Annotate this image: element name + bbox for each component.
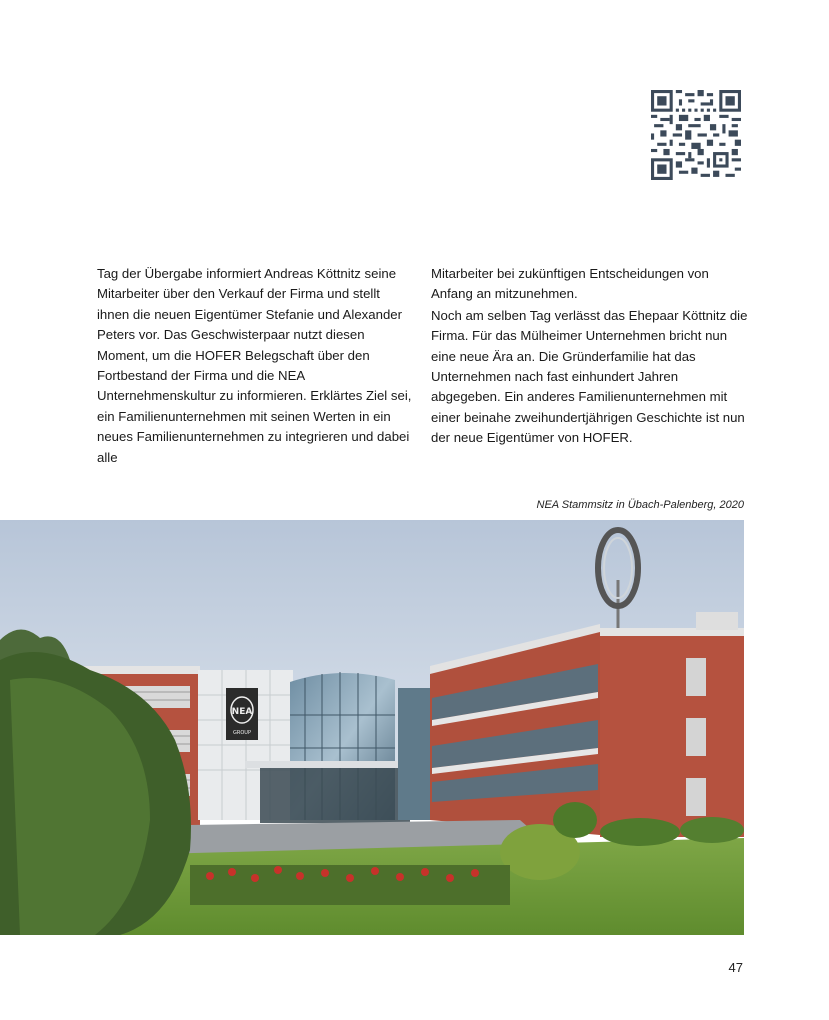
page-number: 47 xyxy=(728,960,743,975)
nea-sign-text: NEA xyxy=(231,707,253,717)
body-paragraph: Mitarbeiter bei zukünftigen Entscheidungen von Anfang an mitzunehmen. xyxy=(431,266,709,302)
body-paragraph: Noch am selben Tag verlässt das Ehepaar Köttnitz die Firma. Für das Mülheimer Unternehmen bricht nun eine neue Ära an. Die Gründerfamilie hat das Unternehmen nach fast einhundert Jahren abgegeben. Ein anderes Familienunternehmen mit einer beinahe zweihundertjährigen Geschichte ist nun der neue Eigentümer von HOFER. xyxy=(431,307,748,446)
photo-caption: NEA Stammsitz in Übach-Palenberg, 2020 xyxy=(536,499,744,511)
body-paragraph: Tag der Übergabe informiert Andreas Köttnitz seine Mitarbeiter über den Verkauf der Firma und stellt ihnen die neuen Eigentümer Stefanie und Alexander Peters vor. Das Geschwisterpaar nutzt diesen Moment, um die HOFER Belegschaft über den Fortbestand der Firma und die NEA Unternehmenskultur zu informieren. Erklärtes Ziel sei, ein Familienunternehmen mit seinen Werten in ein neues Familienunternehmen zu integrieren und dabei alle xyxy=(97,266,412,465)
qr-code xyxy=(651,90,741,180)
body-text-right-column xyxy=(431,264,749,449)
nea-sign-subtext: GROUP xyxy=(233,730,251,736)
body-text-left-column xyxy=(97,264,415,468)
building-photo xyxy=(0,520,744,935)
